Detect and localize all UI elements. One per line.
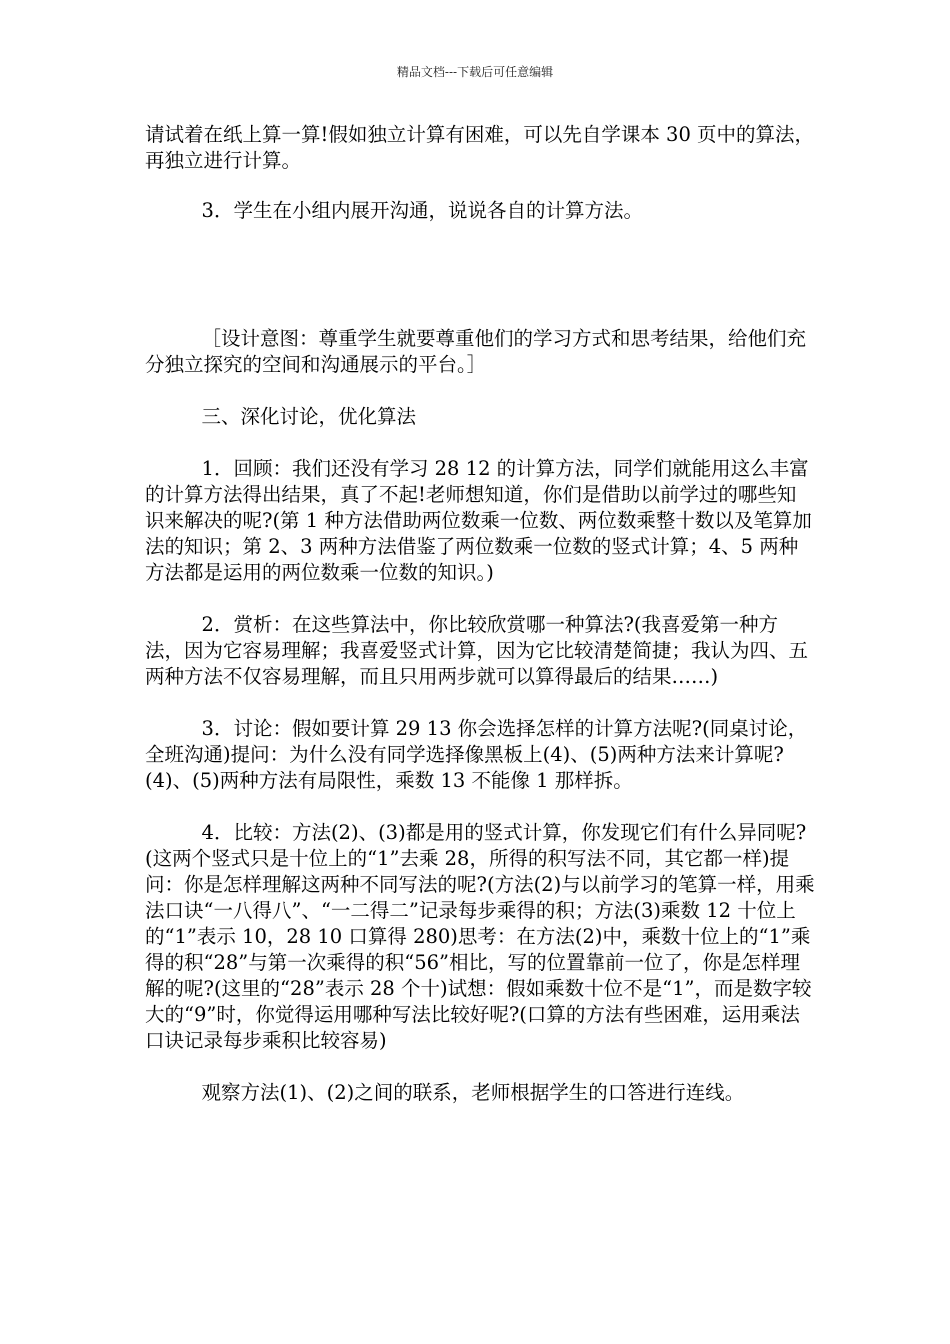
paragraph-try-calculating: 请试着在纸上算一算!假如独立计算有困难，可以先自学课本 30 页中的算法，再独立进行计算。 (145, 123, 815, 172)
paragraph-review: 1．回顾：我们还没有学习 28 12 的计算方法，同学们就能用这么丰富的计算方法得出结果，真了不起!老师想知道，你们是借助以前学过的哪些知识来解决的呢?(第 1 种方法借助两位数乘一位数、两位数乘整十数以及笔算加法的知识；第 2、3 两种方法借鉴了两位数乘一位数的竖式计算；4、5 两种方法都是运用的两位数乘一位数的知识。) (145, 457, 812, 584)
paragraph-appreciation: 2．赏析：在这些算法中，你比较欣赏哪一种算法?(我喜爱第一种方法，因为它容易理解；我喜爱竖式计算，因为它比较清楚简捷；我认为四、五两种方法不仅容易理解，而且只用两步就可以算得最后的结果……) (145, 613, 809, 688)
section-heading-deepen-discussion: 三、深化讨论，优化算法 (201, 405, 417, 428)
paragraph-group-discussion: 3．学生在小组内展开沟通，说说各自的计算方法。 (201, 199, 643, 222)
paragraph-discussion: 3．讨论：假如要计算 29 13 你会选择怎样的计算方法呢?(同桌讨论，全班沟通)提问：为什么没有同学选择像黑板上(4)、(5)两种方法来计算呢?(4)、(5)两种方法有局限性，乘数 13 不能像 1 那样拆。 (145, 717, 808, 792)
document-body (145, 122, 815, 1106)
paragraph-comparison: 4．比较：方法(2)、(3)都是用的竖式计算，你发现它们有什么异同呢?(这两个竖式只是十位上的“1”去乘 28，所得的积写法不同，其它都一样)提问：你是怎样理解这两种不同写法的呢?(方法(2)与以前学习的笔算一样，用乘法口诀“一八得八”、“一二得二”记录每步乘得的积；方法(3)乘数 12 十位上的“1”表示 10，28 10 口算得 280)思考：在方法(2)中，乘数十位上的“1”乘得的积“28”与第一次乘得的积“56”相比，写的位置靠前一位了，你是怎样理解的呢?(这里的“28”表示 28 个十)试想：假如乘数十位不是“1”，而是数字较大的“9”时，你觉得运用哪种写法比较好呢?(口算的方法有些困难，运用乘法口诀记录每步乘积比较容易) (145, 821, 815, 1052)
page-header: 精品文档---下载后可任意编辑 (396, 65, 554, 79)
paragraph-observe-methods: 观察方法(1)、(2)之间的联系，老师根据学生的口答进行连线。 (201, 1081, 745, 1104)
paragraph-design-intent: ［设计意图：尊重学生就要尊重他们的学习方式和思考结果，给他们充分独立探究的空间和沟通展示的平台。］ (145, 327, 807, 376)
